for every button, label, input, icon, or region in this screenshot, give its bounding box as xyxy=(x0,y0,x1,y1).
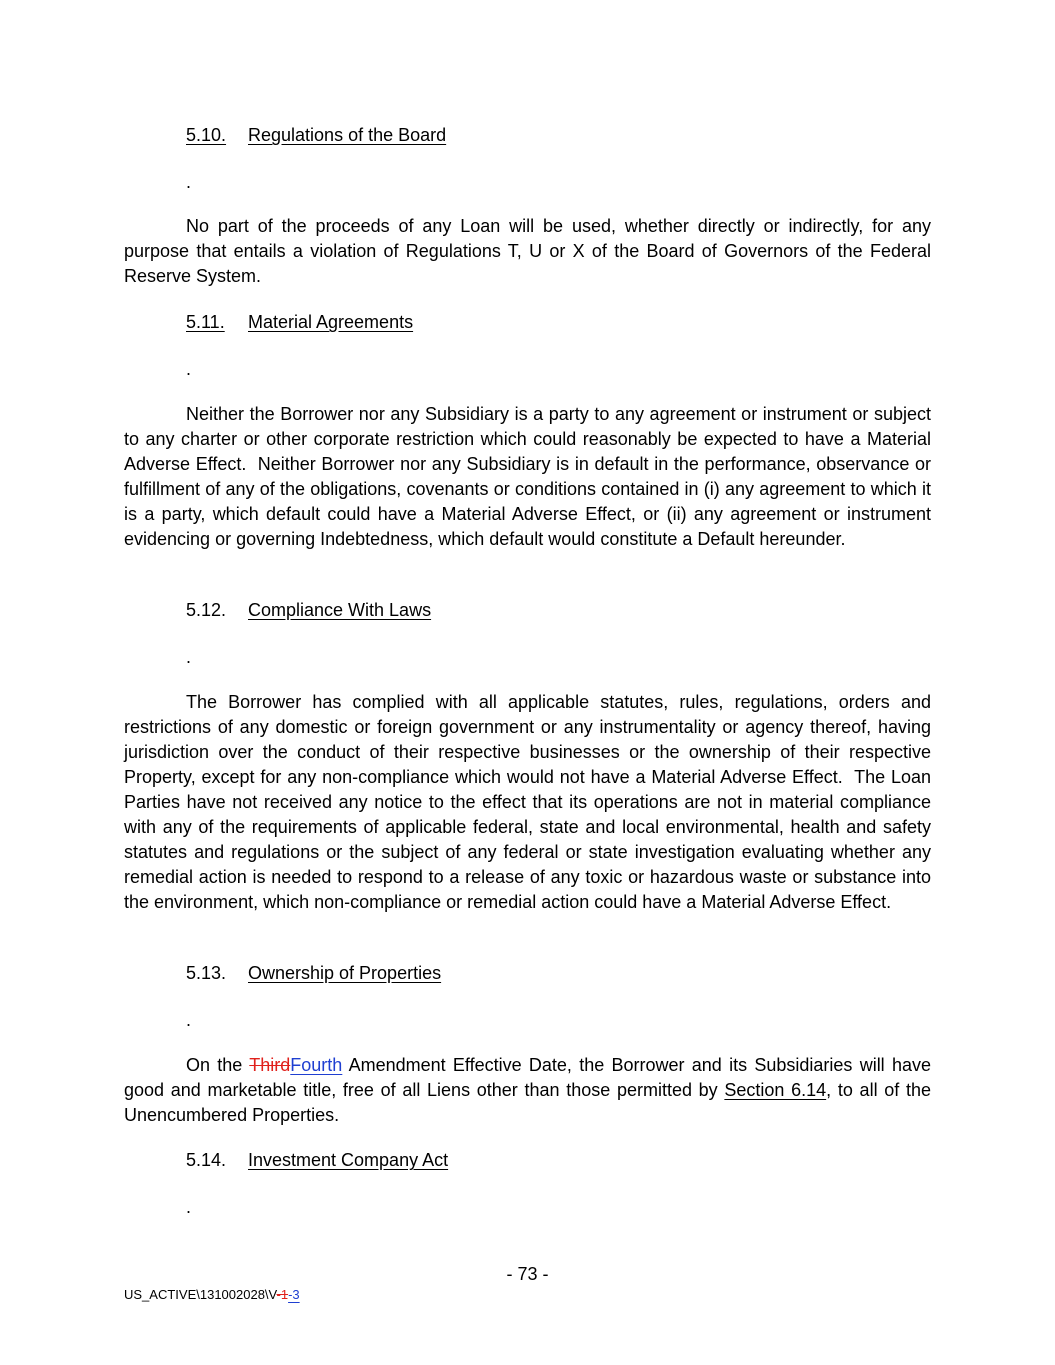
section-body-5-12: The Borrower has complied with all applicable statutes, rules, regulations, orders and restrictions of any domestic or foreign government or any instrumentality or agency thereof, having jurisdiction over the conduct of their respective businesses or the ownership of their respective Property, except for any non-compliance which would not have a Material Adverse Effect. The Loan Parties have not received any notice to the effect that its operations are not in material compliance with any of the requirements of applicable federal, state and local environmental, health and safety statutes and regulations or the subject of any federal or state investigation evaluating whether any remedial action is needed to respond to a release of any toxic or hazardous waste or substance into the environment, which non-compliance or remedial action could have a Material Adverse Effect. xyxy=(124,692,931,912)
section-number: 5.11. xyxy=(186,312,225,332)
body-middle: Amendment Effective Date, the Borrower and its Subsidiaries will have good and marketable title, free of all Liens other than those permitted by xyxy=(124,1055,931,1100)
inserted-version: -3 xyxy=(288,1287,300,1302)
body-suffix: , to all of the Unencumbered Properties. xyxy=(124,1080,931,1125)
section-number: 5.12. xyxy=(186,600,227,620)
section-dot: . xyxy=(186,172,192,192)
deleted-version: -1 xyxy=(276,1287,289,1302)
section-heading-5-14 xyxy=(186,1148,448,1173)
section-heading-5-12 xyxy=(186,598,431,623)
body-prefix: On the xyxy=(186,1055,250,1075)
section-title: Material Agreements xyxy=(248,312,414,332)
section-heading-5-10 xyxy=(186,123,446,148)
section-heading-5-11 xyxy=(186,310,413,335)
deleted-text: Third xyxy=(249,1055,291,1075)
footer-document-id xyxy=(124,1287,300,1303)
doc-id-text: US_ACTIVE\131002028\V xyxy=(124,1287,277,1302)
section-dot: . xyxy=(186,1010,192,1030)
section-dot: . xyxy=(186,359,192,379)
section-number: 5.13. xyxy=(186,963,227,983)
section-dot: . xyxy=(186,647,192,667)
section-title: Investment Company Act xyxy=(248,1150,449,1170)
section-body-5-11: Neither the Borrower nor any Subsidiary is a party to any agreement or instrument or subject to any charter or other corporate restriction which could reasonably be expected to have a Material Adverse Effect. Neither Borrower nor any Subsidiary is in default in the performance, observance or fulfillment of any of the obligations, covenants or conditions contained in (i) any agreement to which it is a party, which default could have a Material Adverse Effect, or (ii) any agreement or instrument evidencing or governing Indebtedness, which default would constitute a Default hereunder. xyxy=(124,404,931,549)
section-dot: . xyxy=(186,1197,192,1217)
section-number: 5.10. xyxy=(186,125,227,145)
section-number: 5.14. xyxy=(186,1150,227,1170)
section-title: Ownership of Properties xyxy=(248,963,442,983)
section-body-5-13 xyxy=(124,1053,931,1128)
page-number: - 73 - xyxy=(506,1264,549,1284)
inserted-text: Fourth xyxy=(290,1055,343,1075)
section-heading-5-13 xyxy=(186,961,441,986)
section-body-5-10: No part of the proceeds of any Loan will be used, whether directly or indirectly, for any purpose that entails a violation of Regulations T, U or X of the Board of Governors of the Federal Reserve System. xyxy=(124,216,931,286)
section-title: Regulations of the Board xyxy=(248,125,447,145)
section-title: Compliance With Laws xyxy=(248,600,432,620)
section-reference-link: Section 6.14 xyxy=(724,1080,827,1100)
